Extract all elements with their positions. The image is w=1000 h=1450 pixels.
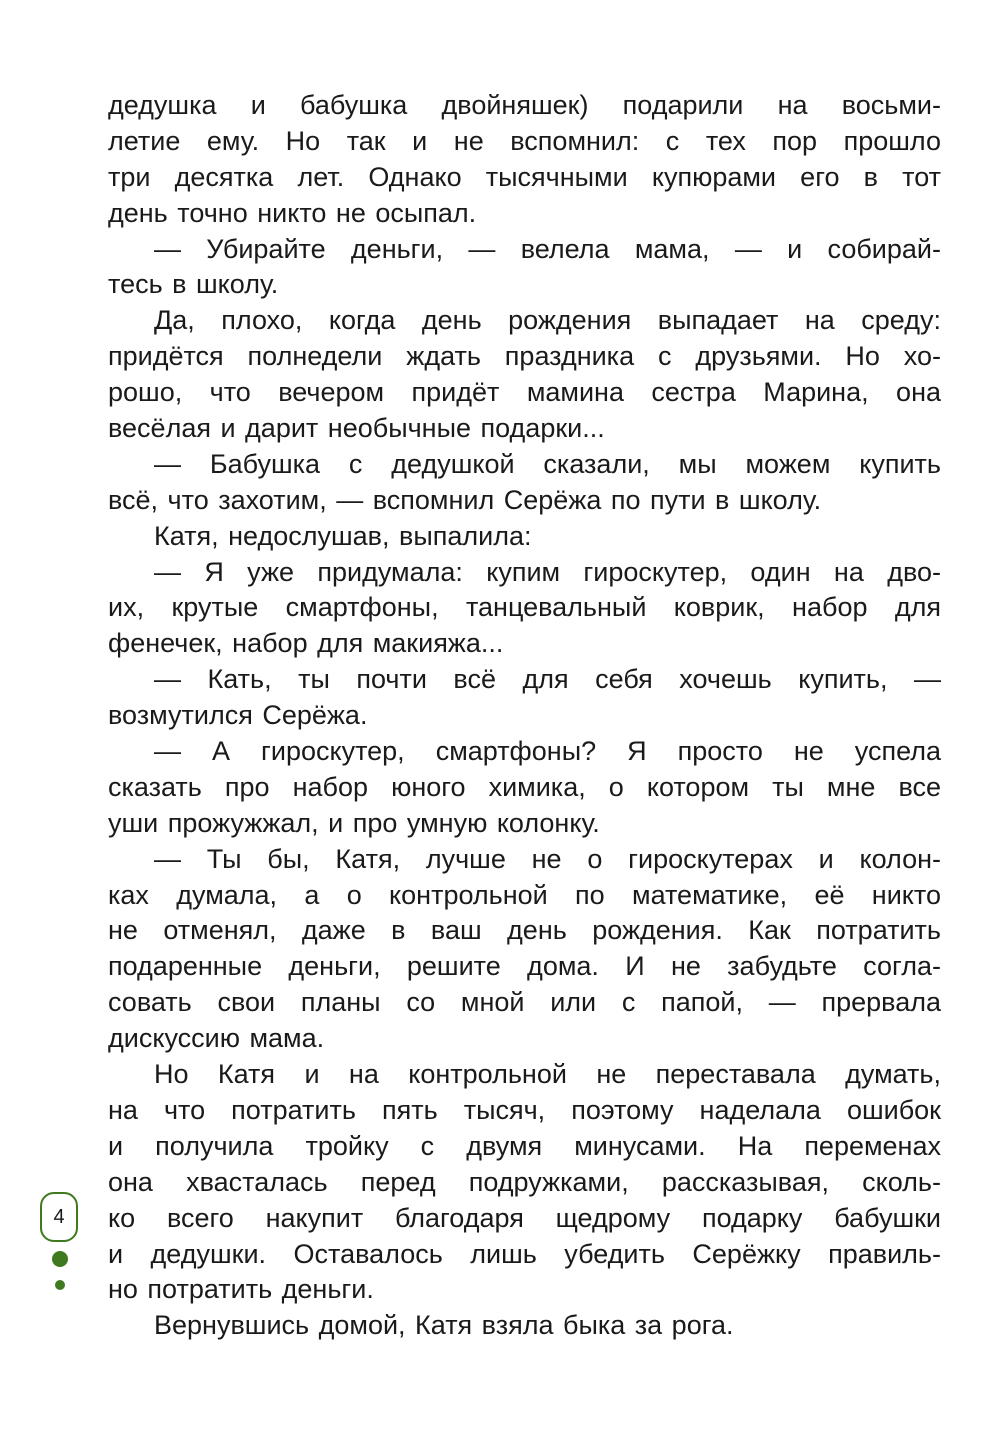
paragraph (108, 519, 941, 555)
text-line: фенечек, набор для макияжа... (108, 628, 504, 659)
text-line: Вернувшись домой, Катя взяла быка за рога. (154, 1310, 734, 1341)
paragraph (108, 842, 941, 1057)
text-line: — А гироскутер, смартфоны? Я просто не успела (154, 736, 941, 767)
text-line: придётся полнедели ждать праздника с друзьями. Но хо- (108, 341, 941, 372)
text-line: и дедушки. Оставалось лишь убедить Серёжку правиль- (108, 1238, 941, 1269)
text-line: не отменял, даже в ваш день рождения. Как потратить (108, 915, 941, 946)
text-line: она хвасталась перед подружками, рассказывая, сколь- (108, 1166, 941, 1197)
paragraph (108, 1057, 941, 1308)
paragraph (108, 232, 941, 304)
text-line: — Ты бы, Катя, лучше не о гироскутерах и колон- (154, 843, 941, 874)
paragraph (108, 555, 941, 663)
text-line: всё, что захотим, — вспомнил Серёжа по пути в школу. (108, 484, 822, 515)
text-line: подаренные деньги, решите дома. И не забудьте согла- (108, 951, 941, 982)
text-line: Катя, недослушав, выпалила: (154, 520, 532, 551)
text-line: ках думала, а о контрольной по математике, её никто (108, 879, 941, 910)
text-line: возмутился Серёжа. (108, 700, 368, 731)
text-line: — Убирайте деньги, — велела мама, — и собирай- (154, 233, 941, 264)
text-line: день точно никто не осыпал. (108, 197, 477, 228)
decorative-dot-small (55, 1280, 65, 1290)
decorative-dot-large (52, 1251, 68, 1267)
text-line: тесь в школу. (108, 269, 279, 300)
paragraph (108, 662, 941, 734)
text-line: их, крутые смартфоны, танцевальный коврик, набор для (108, 592, 941, 623)
paragraph (108, 1308, 941, 1344)
page-text-block (108, 88, 941, 1344)
text-line: и получила тройку с двумя минусами. На переменах (108, 1130, 941, 1161)
text-line: на что потратить пять тысяч, поэтому наделала ошибок (108, 1094, 941, 1125)
text-line: — Кать, ты почти всё для себя хочешь купить, — (154, 664, 941, 695)
paragraph (108, 447, 941, 519)
text-line: весёлая и дарит необычные подарки... (108, 413, 605, 444)
text-line: Да, плохо, когда день рождения выпадает на среду: (154, 305, 941, 336)
text-line: — Бабушка с дедушкой сказали, мы можем купить (154, 448, 941, 479)
text-line: дедушка и бабушка двойняшек) подарили на восьми- (108, 90, 941, 120)
page-number: 4 (40, 1192, 78, 1242)
text-line: сказать про набор юного химика, о котором ты мне все (108, 771, 941, 802)
text-line: летие ему. Но так и не вспомнил: с тех пор прошло (108, 125, 941, 156)
text-line: ко всего накупит благодаря щедрому подарку бабушки (108, 1202, 941, 1233)
text-line: три десятка лет. Однако тысячными купюрами его в тот (108, 161, 941, 192)
text-line: совать свои планы со мной или с папой, — прервала (108, 987, 941, 1018)
paragraph (108, 303, 941, 447)
paragraph (108, 88, 941, 232)
text-line: рошо, что вечером придёт мамина сестра Марина, она (108, 377, 941, 408)
text-line: Но Катя и на контрольной не переставала думать, (154, 1059, 941, 1090)
text-line: уши прожужжал, и про умную колонку. (108, 807, 600, 838)
text-line: — Я уже придумала: купим гироскутер, один на дво- (154, 556, 941, 587)
text-line: но потратить деньги. (108, 1274, 374, 1305)
paragraph (108, 734, 941, 842)
text-line: дискуссию мама. (108, 1023, 325, 1054)
